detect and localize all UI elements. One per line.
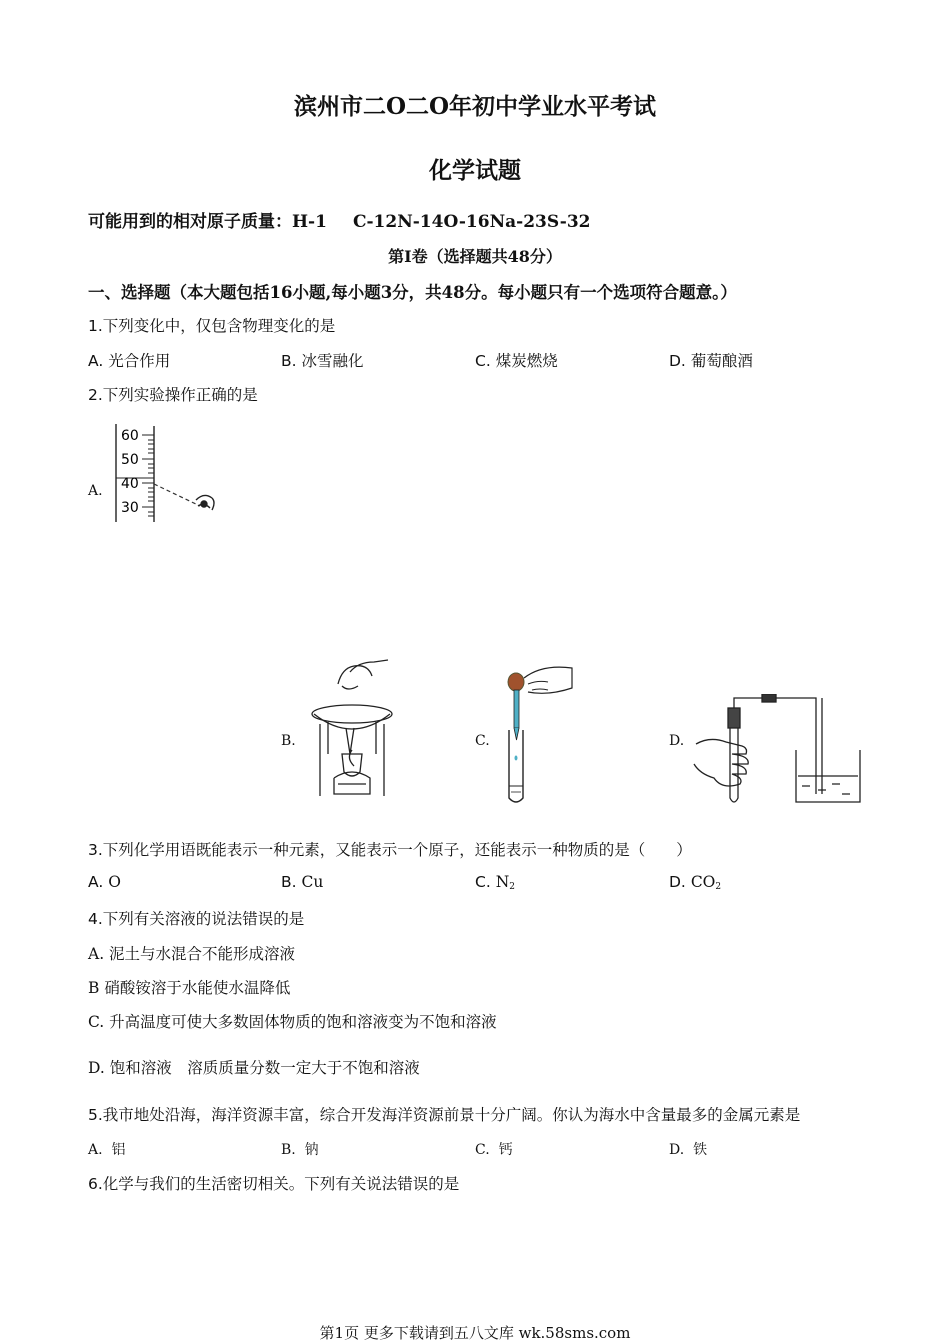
q3-text: 下列化学用语既能表示一种元素，又能表示一个原子，还能表示一种物质的是（ ）	[102, 841, 692, 859]
q6-number: 6.	[88, 1175, 103, 1193]
atomic-mass-values: C-12N-14O-16Na-23S-32	[352, 212, 591, 232]
question-3	[88, 838, 692, 860]
q5-option-b[interactable]: B. 钠	[281, 1142, 319, 1158]
question-6	[88, 1172, 459, 1194]
q1-option-d[interactable]: D. 葡萄酿酒	[669, 352, 753, 370]
question-4	[88, 907, 304, 929]
tick-label-50: 50	[121, 452, 139, 468]
tick-label-40: 40	[121, 476, 139, 492]
subject-title: 化学试题	[429, 157, 521, 184]
page-footer: 第1页 更多下载请到五八文库 wk.58sms.com	[319, 1324, 631, 1342]
q3-option-c[interactable]: C. $N_2$	[475, 873, 515, 892]
eye-icon	[196, 495, 214, 510]
q1-option-a[interactable]: A. 光合作用	[88, 352, 171, 370]
q3-option-d[interactable]: D. $CO_2$	[669, 873, 722, 892]
q3-option-b[interactable]: B. Cu	[281, 873, 324, 891]
q3-option-a[interactable]: A. O	[88, 873, 121, 891]
q2-label-a[interactable]: A.	[88, 483, 103, 499]
tick-label-60: 60	[121, 428, 139, 444]
dropper-test-tube-figure	[498, 658, 574, 806]
question-1	[88, 314, 335, 336]
question-2	[88, 383, 258, 405]
graduated-cylinder-figure	[108, 422, 223, 524]
q6-text: 化学与我们的生活密切相关。下列有关说法错误的是	[102, 1175, 460, 1193]
airtightness-check-figure	[692, 694, 870, 806]
q4-option-a[interactable]: A. 泥土与水混合不能形成溶液	[88, 945, 296, 963]
q4-number: 4.	[88, 910, 103, 928]
q4-option-b[interactable]: B 硝酸铵溶于水能使水温降低	[88, 979, 291, 997]
q4-option-c[interactable]: C. 升高温度可使大多数固体物质的饱和溶液变为不饱和溶液	[88, 1013, 497, 1031]
q4-text: 下列有关溶液的说法错误的是	[102, 910, 305, 928]
atomic-mass-line	[88, 207, 590, 232]
q2-label-b[interactable]: B.	[281, 733, 296, 749]
q2-number: 2.	[88, 386, 103, 404]
section-title: 一、选择题（本大题包括16小题,每小题3分，共48分。每小题只有一个选项符合题意。）	[88, 283, 737, 302]
tick-label-30: 30	[121, 500, 139, 516]
q5-option-c[interactable]: C. 钙	[475, 1142, 513, 1158]
q4-option-d[interactable]: D. 饱和溶液 溶质质量分数一定大于不饱和溶液	[88, 1059, 420, 1077]
q5-number: 5.	[88, 1106, 103, 1124]
q1-option-b[interactable]: B. 冰雪融化	[281, 352, 364, 370]
heating-setup-figure	[302, 658, 404, 800]
question-5	[88, 1103, 800, 1125]
q1-option-c[interactable]: C. 煤炭燃烧	[475, 352, 558, 370]
atomic-mass-label: 可能用到的相对原子质量：H-1	[88, 212, 327, 232]
q5-option-d[interactable]: D. 铁	[669, 1142, 708, 1158]
q2-label-d[interactable]: D.	[669, 733, 685, 749]
q2-label-c[interactable]: C.	[475, 733, 490, 749]
q5-option-a[interactable]: A. 铝	[88, 1142, 126, 1158]
q1-text: 下列变化中，仅包含物理变化的是	[102, 317, 336, 335]
exam-title: 滨州市二O二O年初中学业水平考试	[293, 93, 657, 120]
volume-label: 第I卷（选择题共48分）	[388, 247, 562, 266]
q5-text: 我市地处沿海，海洋资源丰富，综合开发海洋资源前景十分广阔。你认为海水中含量最多的金属元素是	[102, 1106, 801, 1124]
q1-number: 1.	[88, 317, 103, 335]
q3-number: 3.	[88, 841, 103, 859]
q2-text: 下列实验操作正确的是	[102, 386, 258, 404]
